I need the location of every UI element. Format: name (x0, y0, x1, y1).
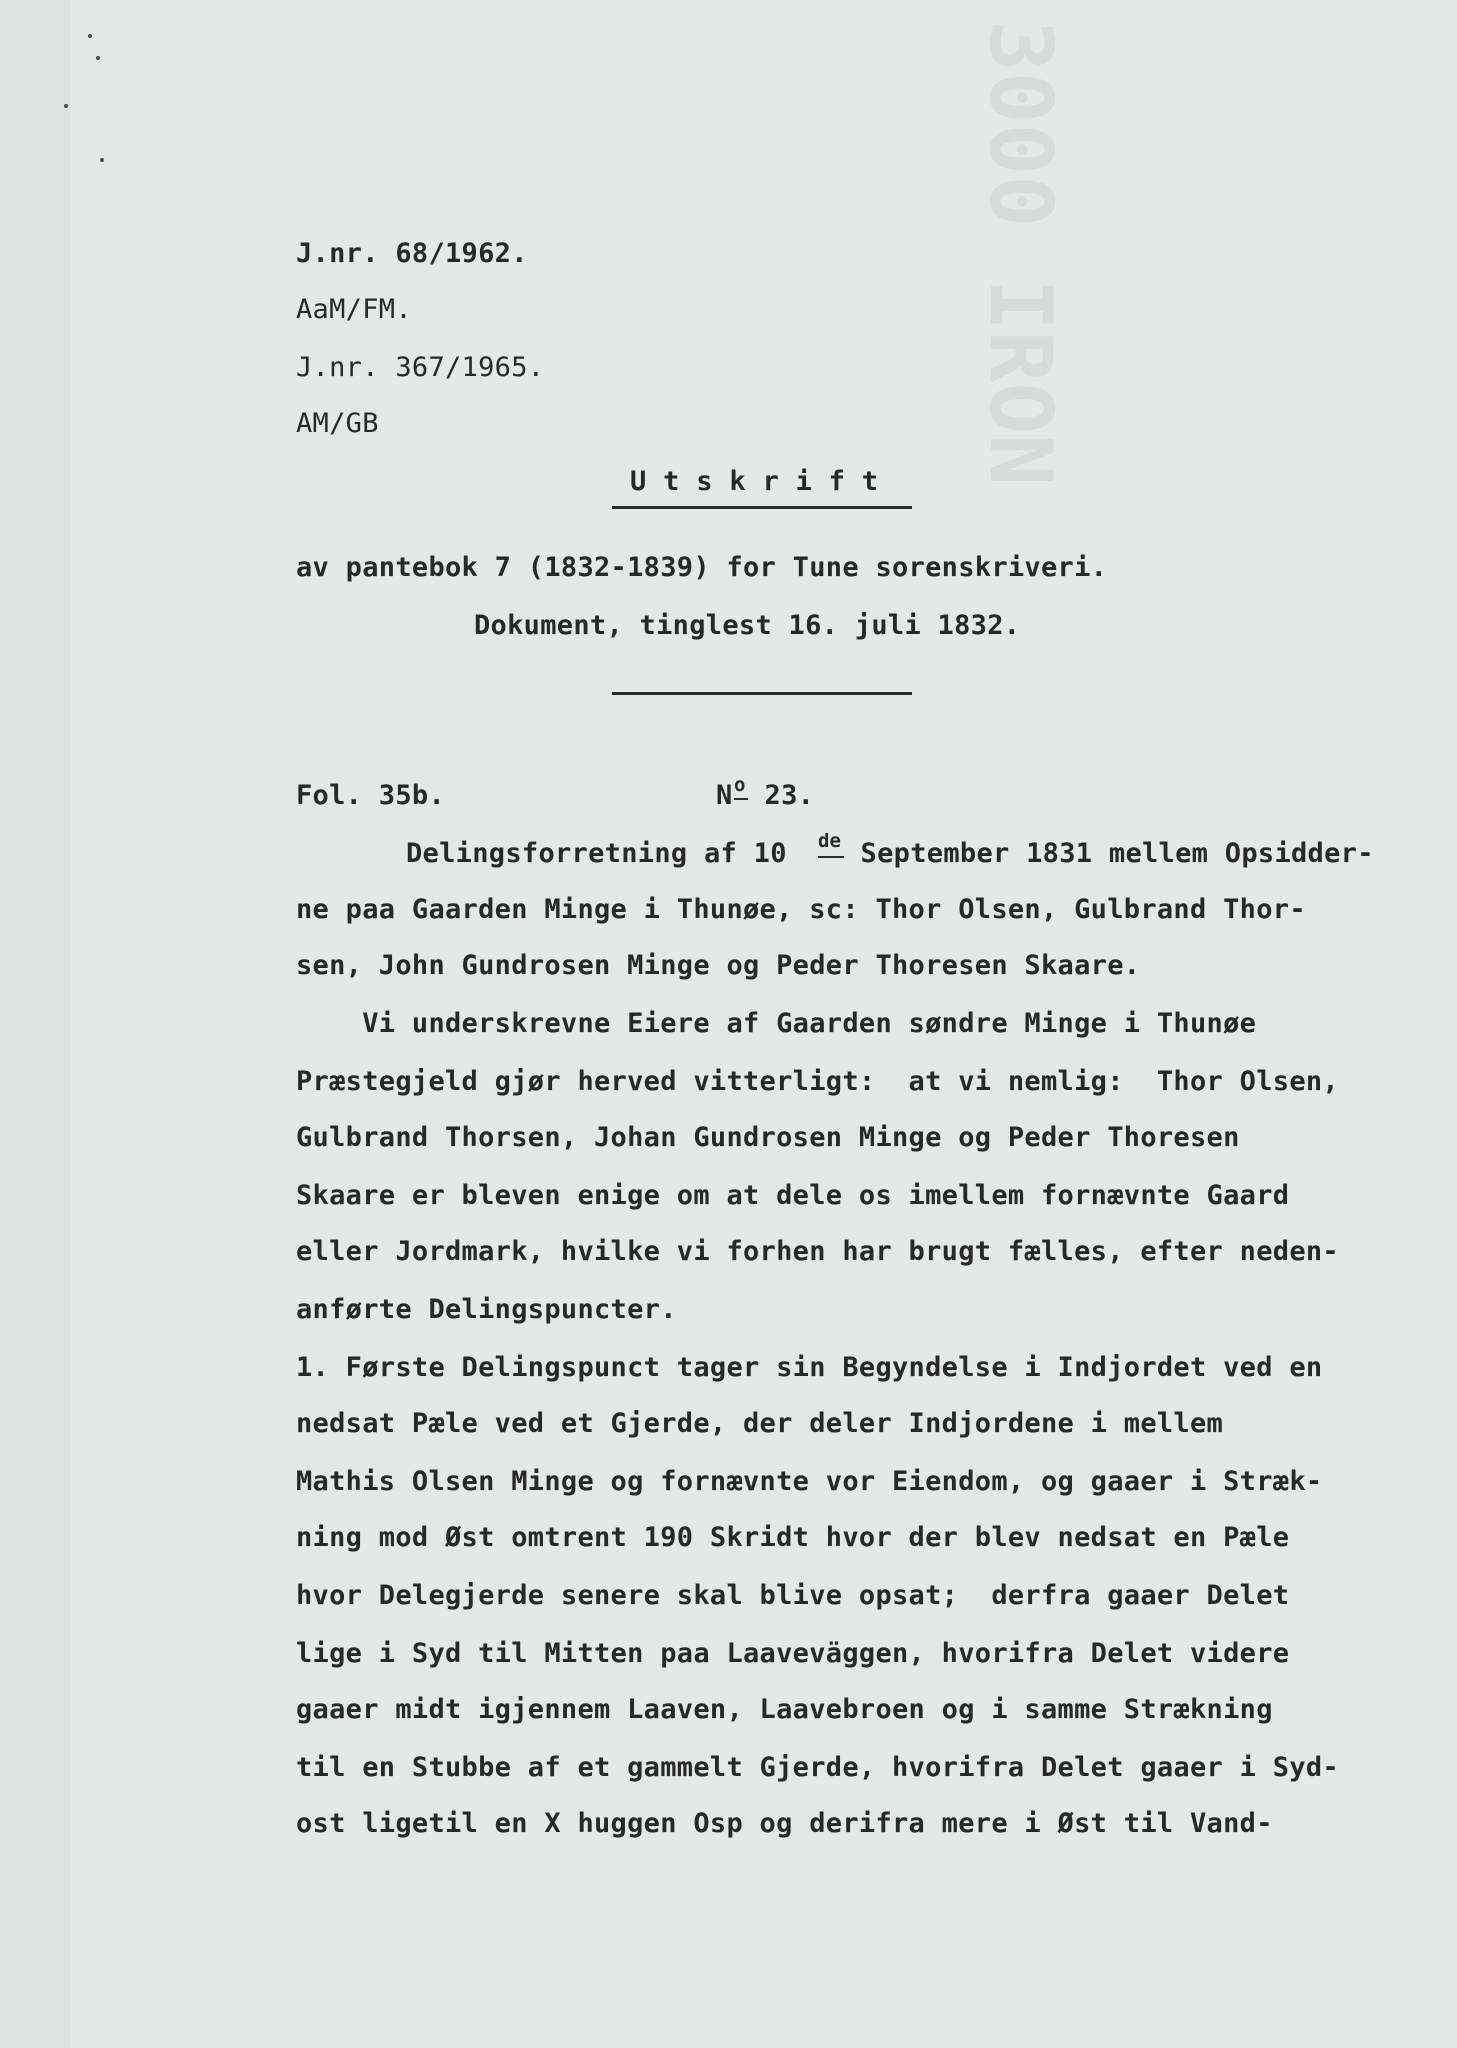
ink-speck (100, 158, 104, 162)
ink-speck (88, 34, 92, 38)
faint-background-stamp: 3000 IRON (970, 20, 1070, 486)
ink-speck (64, 104, 68, 108)
body-line-1-superscript: de (818, 830, 841, 852)
body-line: ost ligetil en X huggen Osp og derifra mere i Øst til Vand- (296, 1808, 1273, 1839)
journal-number-1: J.nr. 68/1962. (296, 238, 528, 269)
body-line: lige i Syd til Mitten paa Laaveväggen, hvorifra Delet videre (296, 1638, 1290, 1669)
subtitle-source: av pantebok 7 (1832-1839) for Tune sorenskriveri. (296, 552, 1108, 583)
body-line-1-part-b: September 1831 mellem Opsidder- (844, 838, 1374, 869)
body-line: eller Jordmark, hvilke vi forhen har brugt fælles, efter neden- (296, 1236, 1339, 1267)
body-line: Vi underskrevne Eiere af Gaarden søndre Minge i Thunøe (296, 1008, 1257, 1039)
body-line: til en Stubbe af et gammelt Gjerde, hvorifra Delet gaaer i Syd- (296, 1752, 1339, 1783)
ink-speck (96, 56, 100, 60)
superscript-underline (818, 856, 844, 858)
body-line: Præstegjeld gjør herved vitterligt: at vi nemlig: Thor Olsen, (296, 1066, 1339, 1097)
title-underline (612, 506, 912, 509)
document-title: U t s k r i f t (630, 466, 879, 497)
initials-2: AM/GB (296, 408, 379, 439)
body-line: Skaare er bleven enige om at dele os imellem fornævnte Gaard (296, 1180, 1290, 1211)
body-line: ne paa Gaarden Minge i Thunøe, sc: Thor Olsen, Gulbrand Thor- (296, 894, 1306, 925)
body-line: 1. Første Delingspunct tager sin Begyndelse i Indjordet ved en (296, 1352, 1323, 1383)
body-line: Gulbrand Thorsen, Johan Gundrosen Minge og Peder Thoresen (296, 1122, 1240, 1153)
body-line: anførte Delingspuncter. (296, 1294, 677, 1325)
entry-number-prefix: N (716, 780, 733, 811)
body-line: sen, John Gundrosen Minge og Peder Thoresen Skaare. (296, 950, 1141, 981)
body-line: Mathis Olsen Minge og fornævnte vor Eiendom, og gaaer i Stræk- (296, 1466, 1323, 1497)
body-line-1-part-a: Delingsforretning af 10 (406, 838, 787, 869)
folio-reference: Fol. 35b. (296, 780, 445, 811)
initials-1: AaM/FM. (296, 294, 412, 325)
body-line: ning mod Øst omtrent 190 Skridt hvor der blev nedsat en Pæle (296, 1522, 1290, 1553)
entry-number-value: 23. (748, 780, 815, 811)
entry-number-superscript: o (734, 774, 746, 796)
journal-number-2: J.nr. 367/1965. (296, 352, 545, 383)
page-edge (0, 0, 70, 2048)
superscript-underline (734, 798, 748, 800)
body-line: nedsat Pæle ved et Gjerde, der deler Indjordene i mellem (296, 1408, 1224, 1439)
subtitle-registration: Dokument, tinglest 16. juli 1832. (474, 610, 1021, 641)
section-divider (612, 692, 912, 695)
body-line: hvor Delegjerde senere skal blive opsat; derfra gaaer Delet (296, 1580, 1290, 1611)
body-line: gaaer midt igjennem Laaven, Laavebroen og i samme Strækning (296, 1694, 1273, 1725)
